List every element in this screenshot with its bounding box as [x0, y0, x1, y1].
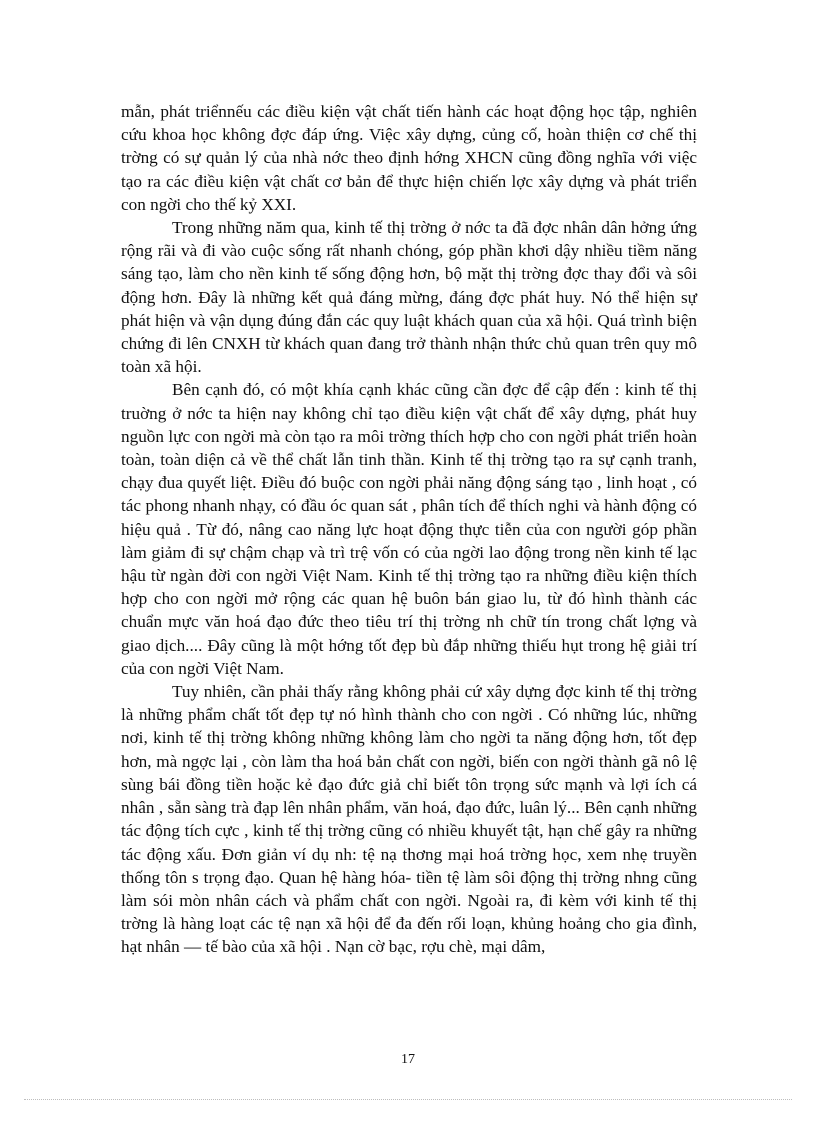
- paragraph-market-economy-results: Trong những năm qua, kinh tế thị trờng ở nớc ta đã đợc nhân dân hởng ứng rộng rãi và đi vào cuộc sống rất nhanh chóng, góp phần khơi dậy nhiều tiềm năng sáng tạo, làm cho nền kinh tế sống động hơn, bộ mặt thị trờng đợc thay đổi và sôi động hơn. Đây là những kết quả đáng mừng, đáng đợc phát huy. Nó thể hiện sự phát hiện và vận dụng đúng đắn các quy luật khách quan của xã hội. Quá trình biện chứng đi lên CNXH từ khách quan đang trở thành nhận thức chủ quan trên quy mô toàn xã hội.: [121, 218, 697, 377]
- body-text: [121, 100, 697, 959]
- paragraph-negative-effects: Tuy nhiên, cần phải thấy rằng không phải cứ xây dựng đợc kinh tế thị trờng là những phẩm chất tốt đẹp tự nó hình thành cho con ngời . Có những lúc, những nơi, kinh tế thị trờng không những không làm cho ngời ta năng động hơn, tốt đẹp hơn, mà ngợc lại , còn làm tha hoá bản chất con ngời, biến con ngời thành gã nô lệ sùng bái đồng tiền hoặc kẻ đạo đức giả chỉ biết tôn trọng sức mạnh và lợi ích cá nhân , sẵn sàng trà đạp lên nhân phẩm, văn hoá, đạo đức, luân lý... Bên cạnh những tác động tích cực , kinh tế thị trờng cũng có nhiều khuyết tật, hạn chế gây ra những tác động xấu. Đơn giản ví dụ nh: tệ nạ thơng mại hoá trờng học, xem nhẹ truyền thống tôn s trọng đạo. Quan hệ hàng hóa- tiền tệ làm sôi động thị trờng nhng cũng làm sói mòn nhân cách và phẩm chất con ngời. Ngoài ra, đi kèm với kinh tế thị trờng là hàng loạt các tệ nạn xã hội để đa đến rối loạn, khủng hoảng cho gia đình, hạt nhân — tế bào của xã hội . Nạn cờ bạc, rợu chè, mại dâm,: [121, 682, 697, 957]
- page-bottom-divider: [24, 1099, 792, 1100]
- paragraph-human-development: Bên cạnh đó, có một khía cạnh khác cũng cần đợc để cập đến : kinh tế thị truờng ở nớc ta hiện nay không chỉ tạo điều kiện vật chất để xây dựng, phát huy nguồn lực con ngời mà còn tạo ra môi trờng thích hợp cho con ngời phát triển hoàn toàn, toàn diện cả về thể chất lẫn tinh thần. Kinh tế thị trờng tạo ra sự cạnh tranh, chạy đua quyết liệt. Điều đó buộc con ngời phải năng động sáng tạo , linh hoạt , có tác phong nhanh nhạy, có đầu óc quan sát , phân tích để thích nghi và hành động có hiệu quả . Từ đó, nâng cao năng lực hoạt động thực tiễn của con người góp phần làm giảm đi sự chậm chạp và trì trệ vốn có của ngời lao động trong nền kinh tế lạc hậu từ ngàn đời con ngời Việt Nam. Kinh tế thị trờng tạo ra những điều kiện thích hợp cho con ngời mở rộng các quan hệ buôn bán giao lu, từ đó hình thành các chuẩn mực văn hoá đạo đức theo tiêu trí thị trờng nh chữ tín trong chất lợng và giao dịch.... Đây cũng là một hớng tốt đẹp bù đắp những thiếu hụt trong hệ giải trí của con ngời Việt Nam.: [121, 380, 697, 678]
- paragraph-continuation: mẫn, phát triểnnếu các điều kiện vật chất tiến hành các hoạt động học tập, nghiên cứu khoa học không đợc đáp ứng. Việc xây dựng, củng cố, hoàn thiện cơ chế thị trờng có sự quản lý của nhà nớc theo định hớng XHCN cũng đồng nghĩa với việc tạo ra các điều kiện vật chất cơ bản để thực hiện chiến lợc xây dựng và phát triển con ngời cho thế kỷ XXI.: [121, 102, 697, 214]
- page-number: 17: [401, 1052, 415, 1067]
